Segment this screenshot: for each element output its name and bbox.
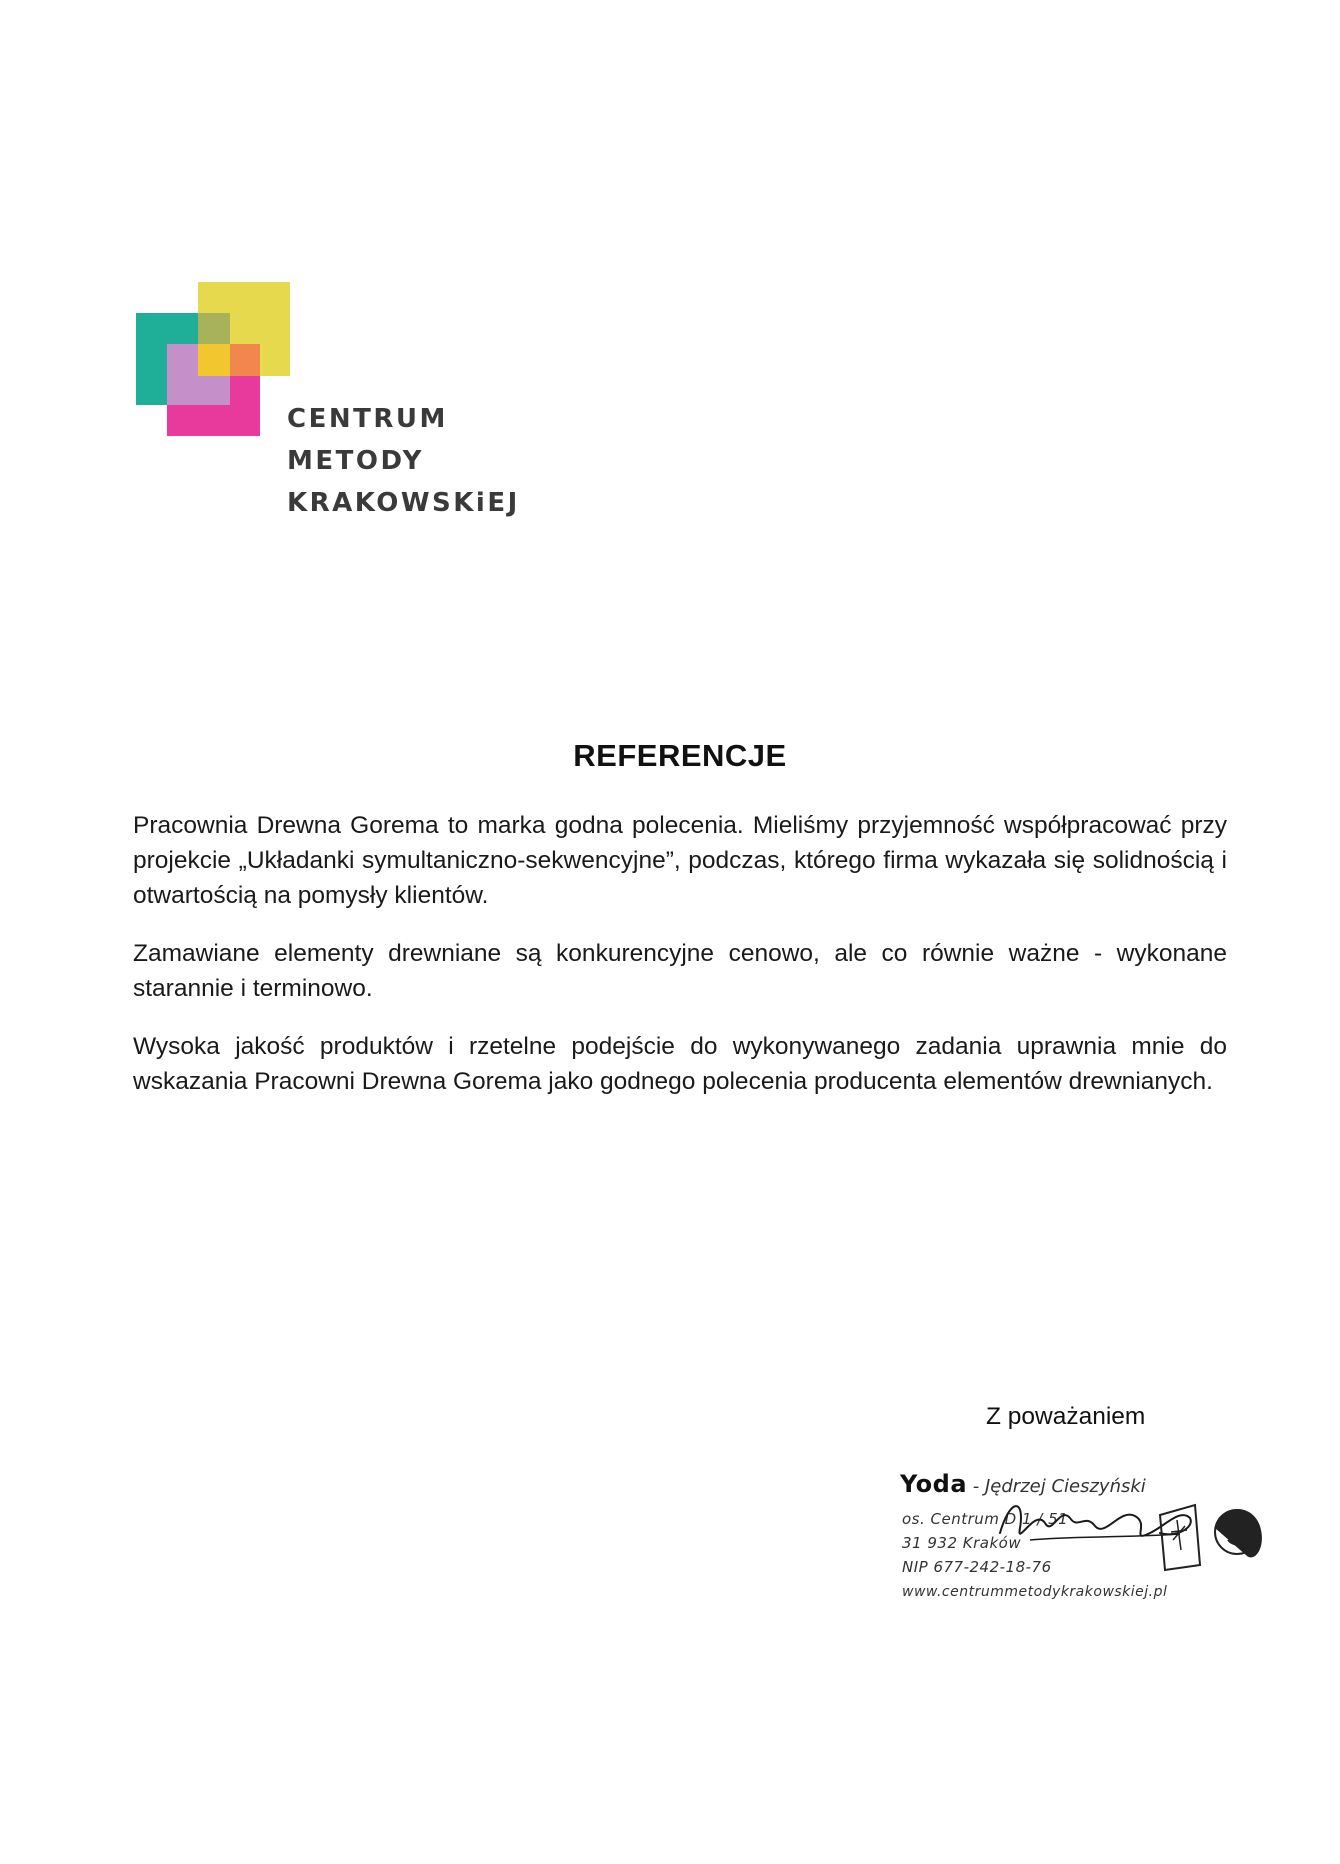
stamp-illustration-icon — [1155, 1490, 1270, 1580]
stamp-city: 31 932 Kraków — [902, 1534, 1022, 1552]
stamp-address: os. Centrum D 1 / 51 — [902, 1510, 1069, 1528]
document-title: REFERENCJE — [573, 738, 787, 773]
logo-line-2: METODY — [287, 446, 424, 476]
stamp-nip: NIP 677-242-18-76 — [902, 1558, 1052, 1576]
stamp-brand: Yoda — [900, 1470, 968, 1498]
logo-icon — [136, 282, 290, 436]
stamp-owner-name: - Jędrzej Cieszyński — [972, 1476, 1146, 1497]
logo-line-1: CENTRUM — [287, 404, 448, 434]
paragraph-3: Wysoka jakość produktów i rzetelne podejście do wykonywanego zadania uprawnia mnie do wskazania Pracowni Drewna Gorema jako godnego polecenia producenta elementów drewnianych. — [133, 1033, 1227, 1095]
paragraph-1: Pracownia Drewna Gorema to marka godna polecenia. Mieliśmy przyjemność współpracować przy projekcie „Układanki symultaniczno-sekwencyjne”, podczas, którego firma wykazała się solidnością i otwartością na pomysły klientów. — [133, 812, 1227, 909]
closing-salutation: Z poważaniem — [986, 1403, 1146, 1430]
document-body — [133, 808, 1227, 1122]
logo-wordmark — [287, 398, 520, 524]
logo-line-3: KRAKOWSKiEJ — [287, 488, 520, 518]
paragraph-2: Zamawiane elementy drewniane są konkurencyjne cenowo, ale co równie ważne - wykonane starannie i terminowo. — [133, 940, 1227, 1002]
company-stamp — [900, 1470, 1270, 1610]
stamp-website: www.centrummetodykrakowskiej.pl — [902, 1584, 1168, 1600]
